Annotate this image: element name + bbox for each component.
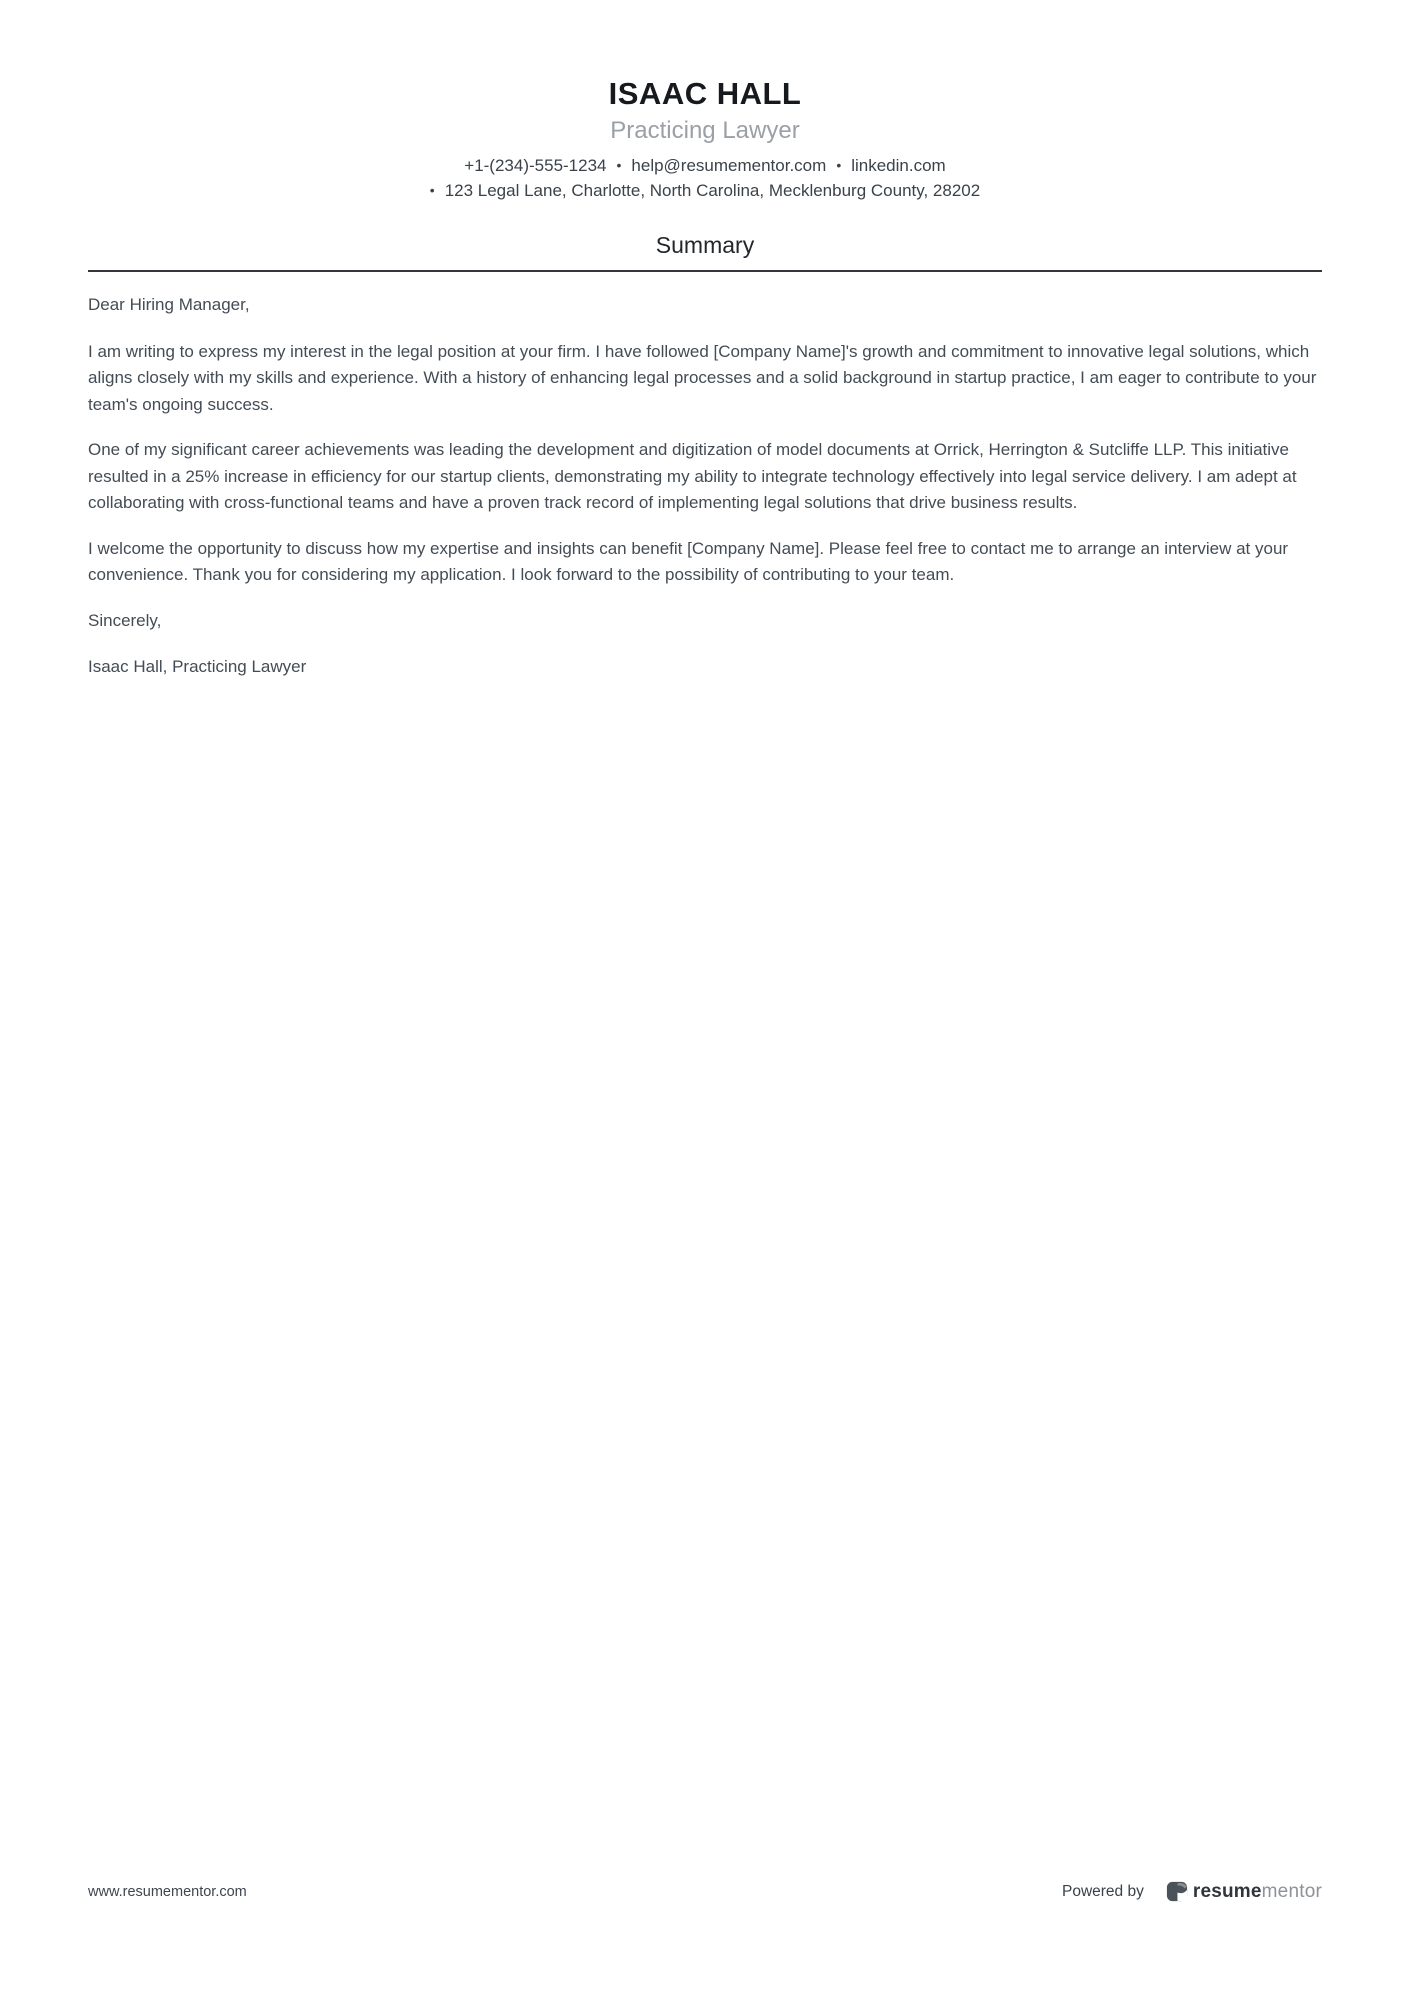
brand-name-light: mentor <box>1261 1881 1322 1902</box>
person-job-title: Practicing Lawyer <box>610 117 800 144</box>
email-address: help@resumementor.com <box>631 156 827 175</box>
powered-by-block <box>1062 1881 1322 1903</box>
paragraph-3: I welcome the opportunity to discuss how my expertise and insights can benefit [Company Name]. Please feel free to contact me to arrange an interview at your convenience. Thank you for considering my application. I look forward to the possibility of contributing to your team. <box>88 538 1289 584</box>
letter-body <box>88 292 1322 681</box>
salutation: Dear Hiring Manager, <box>88 295 250 314</box>
page-content <box>88 0 1322 681</box>
paragraph-1: I am writing to express my interest in the legal position at your firm. I have followed [Company Name]'s growth and commitment to innovative legal solutions, which aligns closely with my skills and experience. With a history of enhancing legal processes and a solid background in startup practice, I am eager to contribute to your team's ongoing success. <box>88 341 1317 414</box>
signature: Isaac Hall, Practicing Lawyer <box>88 657 307 676</box>
bullet-separator: • <box>616 157 622 173</box>
contact-line-1 <box>88 154 1322 177</box>
brand-name-bold: resume <box>1192 1881 1262 1902</box>
contact-line-2 <box>88 179 1322 202</box>
bullet-separator: • <box>429 182 435 198</box>
bullet-separator: • <box>836 157 842 173</box>
page-footer <box>88 1881 1322 1903</box>
letter-header <box>88 76 1322 202</box>
resumementor-logo-icon <box>1166 1881 1188 1903</box>
paragraph-2: One of my significant career achievements was leading the development and digitization of model documents at Orrick, Herrington & Sutcliffe LLP. This initiative resulted in a 25% increase in efficiency for our startup clients, demonstrating my ability to integrate technology effectively into legal service delivery. I am adept at collaborating with cross-functional teams and have a proven track record of implementing legal solutions that drive business results. <box>88 440 1297 512</box>
website-link-text: linkedin.com <box>851 156 946 175</box>
section-divider <box>88 270 1322 272</box>
brand-name <box>1193 1881 1322 1903</box>
person-name: ISAAC HALL <box>608 76 802 111</box>
footer-website-url: www.resumementor.com <box>88 1884 247 1900</box>
powered-by-label: Powered by <box>1062 1883 1144 1900</box>
brand-logo <box>1166 1881 1322 1903</box>
postal-address: 123 Legal Lane, Charlotte, North Carolina, Mecklenburg County, 28202 <box>444 181 981 200</box>
section-heading-summary: Summary <box>655 232 755 258</box>
phone-number: +1-(234)-555-1234 <box>464 156 607 175</box>
closing: Sincerely, <box>88 610 162 630</box>
